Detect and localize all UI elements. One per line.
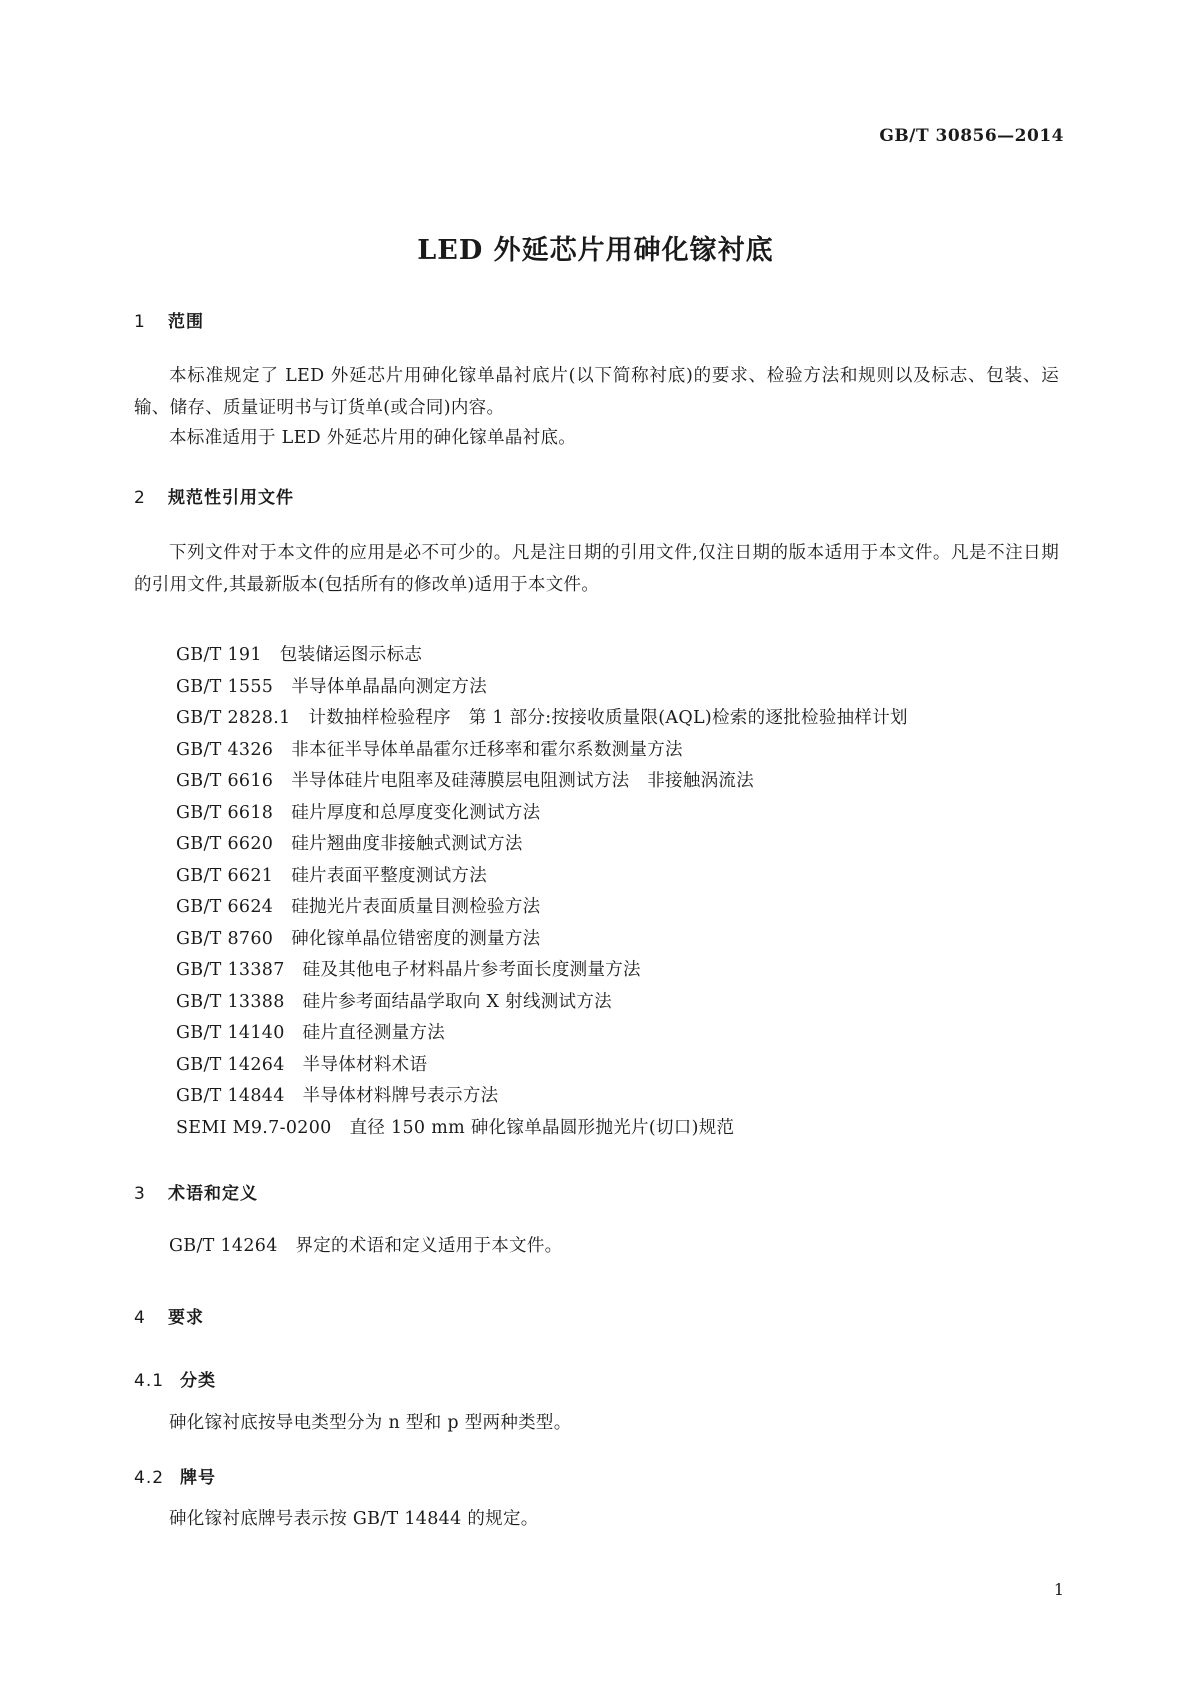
reference-item [176, 703, 908, 735]
reference-code: GB/T 1555 [176, 676, 274, 697]
reference-code: GB/T 191 [176, 645, 262, 665]
reference-title: 半导体材料牌号表示方法 [302, 1086, 499, 1106]
reference-code: GB/T 6624 [176, 897, 274, 917]
section-2-intro: 下列文件对于本文件的应用是必不可少的。凡是注日期的引用文件,仅注日期的版本适用于本文件。凡是不注日期的引用文件,其最新版本(包括所有的修改单)适用于本文件。 [134, 543, 1059, 595]
section-number: 4.2 [134, 1468, 165, 1488]
section-number: 3 [134, 1184, 146, 1204]
normative-reference-list [176, 640, 908, 1144]
reference-item [176, 1018, 908, 1050]
reference-item [176, 1081, 908, 1113]
reference-code: GB/T 6616 [176, 771, 274, 791]
reference-item [176, 892, 908, 924]
document-title: LED 外延芯片用砷化镓衬底 [417, 235, 774, 266]
section-1-paragraph-1: 本标准规定了 LED 外延芯片用砷化镓单晶衬底片(以下简称衬底)的要求、检验方法和规则以及标志、包装、运输、储存、质量证明书与订货单(或合同)内容。 [134, 366, 1059, 418]
section-1-paragraph-2: 本标准适用于 LED 外延芯片用的砷化镓单晶衬底。 [169, 428, 577, 448]
reference-title: 硅片翘曲度非接触式测试方法 [291, 834, 523, 854]
standard-code: GB/T 30856—2014 [879, 126, 1064, 146]
section-title: 要求 [168, 1308, 204, 1328]
reference-item [176, 987, 908, 1019]
reference-title: 半导体硅片电阻率及硅薄膜层电阻测试方法 非接触涡流法 [291, 771, 755, 791]
reference-item [176, 861, 908, 893]
section-4-2-heading [134, 1463, 216, 1488]
reference-code: GB/T 13387 [176, 960, 285, 980]
reference-title: 硅片直径测量方法 [302, 1023, 446, 1043]
reference-title: 砷化镓单晶位错密度的测量方法 [291, 928, 541, 949]
section-number: 4 [134, 1308, 146, 1328]
reference-code: SEMI M9.7-0200 [176, 1117, 332, 1138]
reference-item [176, 766, 908, 798]
section-title: 分类 [180, 1371, 216, 1391]
section-title: 术语和定义 [168, 1184, 258, 1204]
reference-code: GB/T 2828.1 [176, 708, 291, 728]
reference-item [176, 924, 908, 956]
reference-code: GB/T 6620 [176, 834, 274, 854]
section-number: 4.1 [134, 1371, 165, 1391]
reference-code: GB/T 14844 [176, 1086, 285, 1106]
reference-title: 硅片表面平整度测试方法 [291, 865, 488, 886]
reference-title: 包装储运图示标志 [279, 645, 423, 665]
reference-code: GB/T 14140 [176, 1023, 285, 1043]
section-3-heading [134, 1179, 258, 1204]
reference-code: GB/T 8760 [176, 928, 274, 949]
reference-code: GB/T 14264 [176, 1054, 285, 1075]
page-number: 1 [1053, 1580, 1064, 1599]
reference-item [176, 798, 908, 830]
reference-item [176, 1050, 908, 1082]
reference-item [176, 735, 908, 767]
section-3-paragraph: GB/T 14264 界定的术语和定义适用于本文件。 [169, 1236, 563, 1256]
reference-code: GB/T 13388 [176, 991, 285, 1012]
reference-title: 半导体材料术语 [302, 1054, 428, 1075]
reference-item [176, 955, 908, 987]
section-2-heading [134, 483, 294, 508]
section-title: 范围 [168, 312, 204, 332]
reference-title: 硅抛光片表面质量目测检验方法 [291, 897, 541, 917]
reference-title: 计数抽样检验程序 第 1 部分:按接收质量限(AQL)检索的逐批检验抽样计划 [308, 708, 908, 728]
reference-title: 硅片厚度和总厚度变化测试方法 [291, 802, 541, 823]
reference-item [176, 1113, 908, 1145]
section-4-2-paragraph: 砷化镓衬底牌号表示按 GB/T 14844 的规定。 [169, 1509, 539, 1529]
reference-title: 半导体单晶晶向测定方法 [291, 676, 488, 697]
section-number: 2 [134, 488, 146, 508]
reference-code: GB/T 6621 [176, 865, 274, 886]
section-4-1-heading [134, 1366, 216, 1391]
reference-title: 硅及其他电子材料晶片参考面长度测量方法 [302, 960, 641, 980]
section-number: 1 [134, 312, 146, 332]
section-4-heading [134, 1303, 204, 1328]
section-title: 规范性引用文件 [168, 488, 294, 508]
reference-title: 直径 150 mm 砷化镓单晶圆形抛光片(切口)规范 [349, 1117, 735, 1138]
section-1-heading [134, 307, 204, 332]
section-4-1-paragraph: 砷化镓衬底按导电类型分为 n 型和 p 型两种类型。 [169, 1413, 572, 1433]
reference-item [176, 672, 908, 704]
reference-item [176, 829, 908, 861]
reference-code: GB/T 4326 [176, 739, 274, 760]
reference-item [176, 640, 908, 672]
reference-title: 硅片参考面结晶学取向 X 射线测试方法 [302, 991, 612, 1012]
reference-title: 非本征半导体单晶霍尔迁移率和霍尔系数测量方法 [291, 739, 683, 760]
reference-code: GB/T 6618 [176, 802, 274, 823]
section-title: 牌号 [180, 1468, 216, 1488]
